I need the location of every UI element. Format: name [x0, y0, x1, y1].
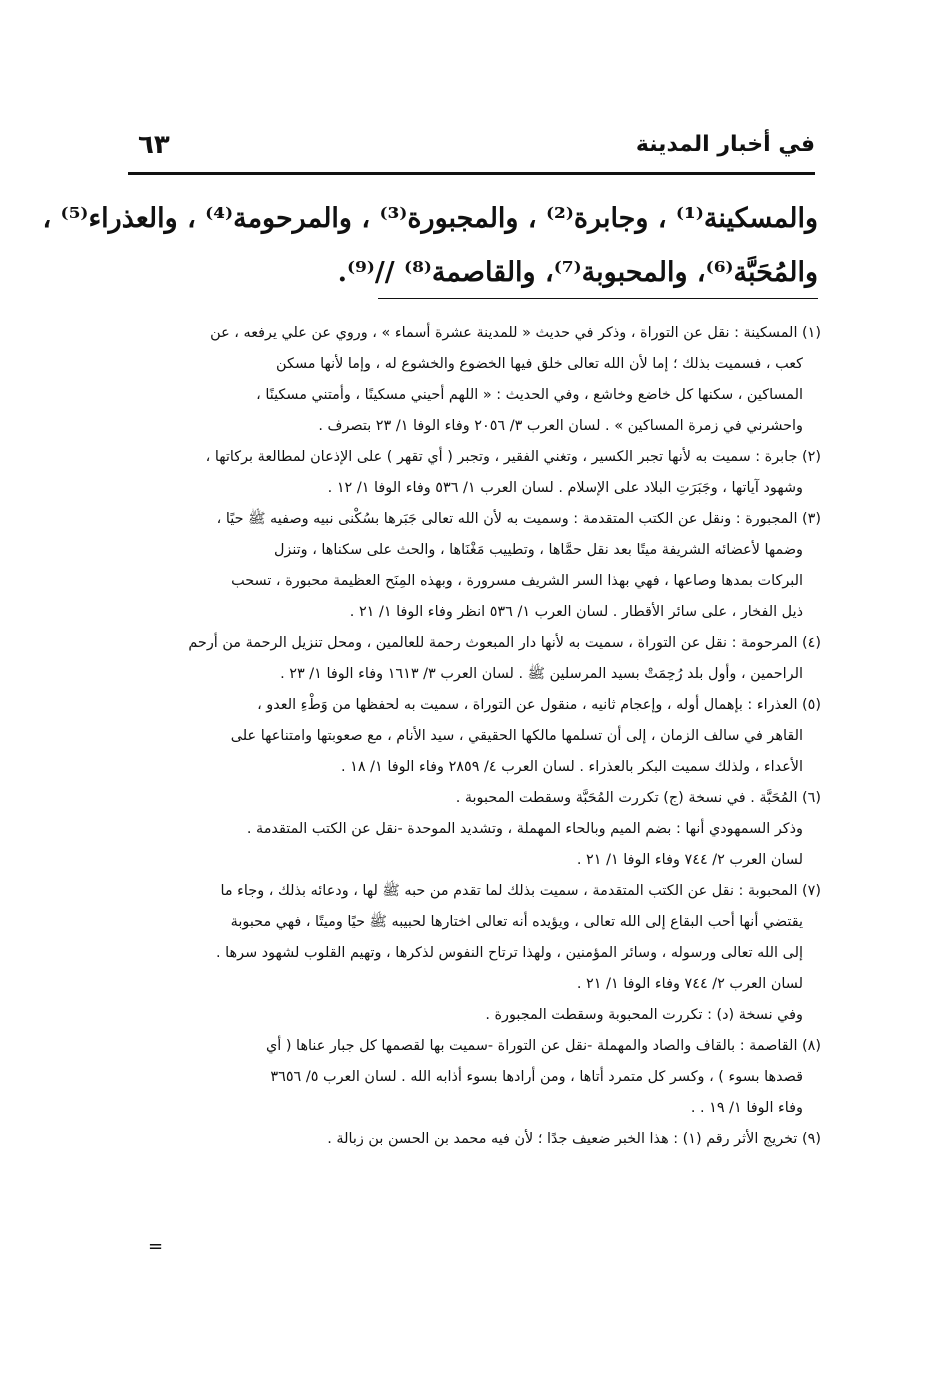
- footnote-line: (١) المسكينة : نقل عن التوراة ، وذكر في حديث « للمدينة عشرة أسماء » ، وروي عن علي يرفعه ، عن: [210, 325, 821, 341]
- footnote-line: لسان العرب ٢/ ٧٤٤ وفاء الوفا ١/ ٢١ .: [576, 852, 803, 868]
- page-number: ٦٣: [138, 130, 170, 160]
- footnote-line: واحشرني في زمرة المساكين » . لسان العرب ٣/ ٢٠٥٦ وفاء الوفا ١/ ٢٣ بتصرف .: [318, 418, 803, 434]
- footnote-line: (٦) المُحَبَّة . في نسخة (ج) تكررت المُحَبَّة وسقطت المحبوبة .: [455, 790, 821, 806]
- footnote-line: وفي نسخة (د) : تكررت المحبوبة وسقطت المجبورة .: [485, 1007, 803, 1023]
- footnote-line: يقتضي أنها أحب البقاع إلى الله تعالى ، ويؤيده أنه تعالى اختارها لحبيبه ﷺ حيًا وميتًا ، فهي محبوبة: [230, 914, 803, 930]
- footnote-line: الأعداء ، ولذلك سميت البكر بالعذراء . لسان العرب ٤/ ٢٨٥٩ وفاء الوفا ١/ ١٨ .: [340, 759, 803, 775]
- footnote-line: كعب ، فسميت بذلك ؛ إما لأن الله تعالى خلق فيها الخضوع والخشوع له ، وإما لأنها مسكن: [276, 356, 803, 372]
- footnote-line: (٣) المجبورة : ونقل عن الكتب المتقدمة : وسميت به لأن الله تعالى جَبَرها بسُكْنى نبيه وصفيه ﷺ حيًا ،: [216, 511, 821, 527]
- footnote-line: (٩) تخريج الأثر رقم (١) : هذا الخبر ضعيف جدًا ؛ لأن فيه محمد بن الحسن بن زبالة .: [327, 1131, 821, 1147]
- footnote-line: (٢) جابرة : سميت به لأنها تجبر الكسير ، وتغني الفقير ، وتجبر ( أي تقهر ) على الإذعان لمطالعة بركاتها ،: [205, 449, 821, 465]
- main-text-line: والمسكينة⁽¹⁾ ، وجابرة⁽²⁾ ، والمجبورة⁽³⁾ ، والمرحومة⁽⁴⁾ ، والعذراء⁽⁵⁾ ،: [42, 203, 818, 234]
- continuation-mark: =: [148, 1236, 164, 1257]
- footnote-line: البركات بمدها وصاعها ، فهي بهذا السر الشريف مسرورة ، وبهذه المِنَح العظيمة محبورة ، تسحب: [231, 573, 803, 589]
- footnote-line: المساكين ، سكنها كل خاضع وخاشع ، وفي الحديث : « اللهم أحيني مسكينًا ، وأمتني مسكينًا ،: [256, 387, 803, 403]
- footnote-line: لسان العرب ٢/ ٧٤٤ وفاء الوفا ١/ ٢١ .: [576, 976, 803, 992]
- footnote-line: (٥) العذراء : بإهمال أوله ، وإعجام ثانيه ، منقول عن التوراة ، سميت به لحفظها من وَطْءِ العدو ،: [257, 697, 821, 713]
- footnote-line: إلى الله تعالى ورسوله ، وسائر المؤمنين ، ولهذا ترتاح النفوس لذكرها ، وتهيم القلوب لشهود سرها .: [216, 945, 803, 961]
- footnote-line: (٧) المحبوبة : نقل عن الكتب المتقدمة ، سميت بذلك لما تقدم من حبه ﷺ لها ، ودعائه بذلك ، وجاء ما: [220, 883, 821, 899]
- main-text-line: والمُحَبَّة⁽⁶⁾، والمحبوبة⁽⁷⁾، والقاصمة⁽⁸⁾ //⁽⁹⁾.: [337, 257, 818, 288]
- footnotes: [136, 318, 821, 1155]
- footnote-line: الراحمين ، وأول بلد رُحِمَتْ بسيد المرسلين ﷺ . لسان العرب ٣/ ١٦١٣ وفاء الوفا ١/ ٢٣ .: [280, 666, 803, 682]
- footnote-line: ذيل الفخار ، على سائر الأقطار . لسان العرب ١/ ٥٣٦ انظر وفاء الوفا ١/ ٢١ .: [349, 604, 803, 620]
- page-header: [128, 128, 815, 172]
- footnote-separator: [378, 298, 818, 299]
- footnote-line: وذكر السمهودي أنها : بضم الميم وبالحاء المهملة ، وتشديد الموحدة -نقل عن الكتب المتقدمة .: [246, 821, 803, 837]
- main-text: [42, 192, 818, 300]
- header-rule: [128, 172, 815, 175]
- footnote-line: قصدها بسوء ) ، وكسر كل متمرد أتاها ، ومن أرادها بسوء أذابه الله . لسان العرب ٥/ ٣٦٥٦: [270, 1069, 803, 1085]
- footnote-line: وشهود آياتها ، وجَبَرَتِ البلاد على الإسلام . لسان العرب ١/ ٥٣٦ وفاء الوفا ١/ ١٢ .: [327, 480, 803, 496]
- running-title: في أخبار المدينة: [635, 132, 815, 157]
- footnote-line: (٤) المرحومة : نقل عن التوراة ، سميت به لأنها دار المبعوث رحمة للعالمين ، ومحل تنزيل الرحمة من أرحم: [188, 635, 821, 651]
- footnote-line: وضمها لأعضائه الشريفة ميتًا بعد نقل حمَّاها ، وتطييب مَغْنَاها ، والحث على سكناها ، وتنزل: [273, 542, 803, 558]
- footnote-line: وفاء الوفا ١/ ١٩ . .: [690, 1100, 803, 1116]
- footnote-line: القاهر في سالف الزمان ، إلى أن تسلمها مالكها الحقيقي ، سيد الأنام ، مع صعوبتها وامتناعها على: [230, 728, 803, 744]
- footnote-line: (٨) القاصمة : بالقاف والصاد والمهملة -نقل عن التوراة -سميت بها لقصمها كل جبار عناها ( أي: [266, 1038, 821, 1054]
